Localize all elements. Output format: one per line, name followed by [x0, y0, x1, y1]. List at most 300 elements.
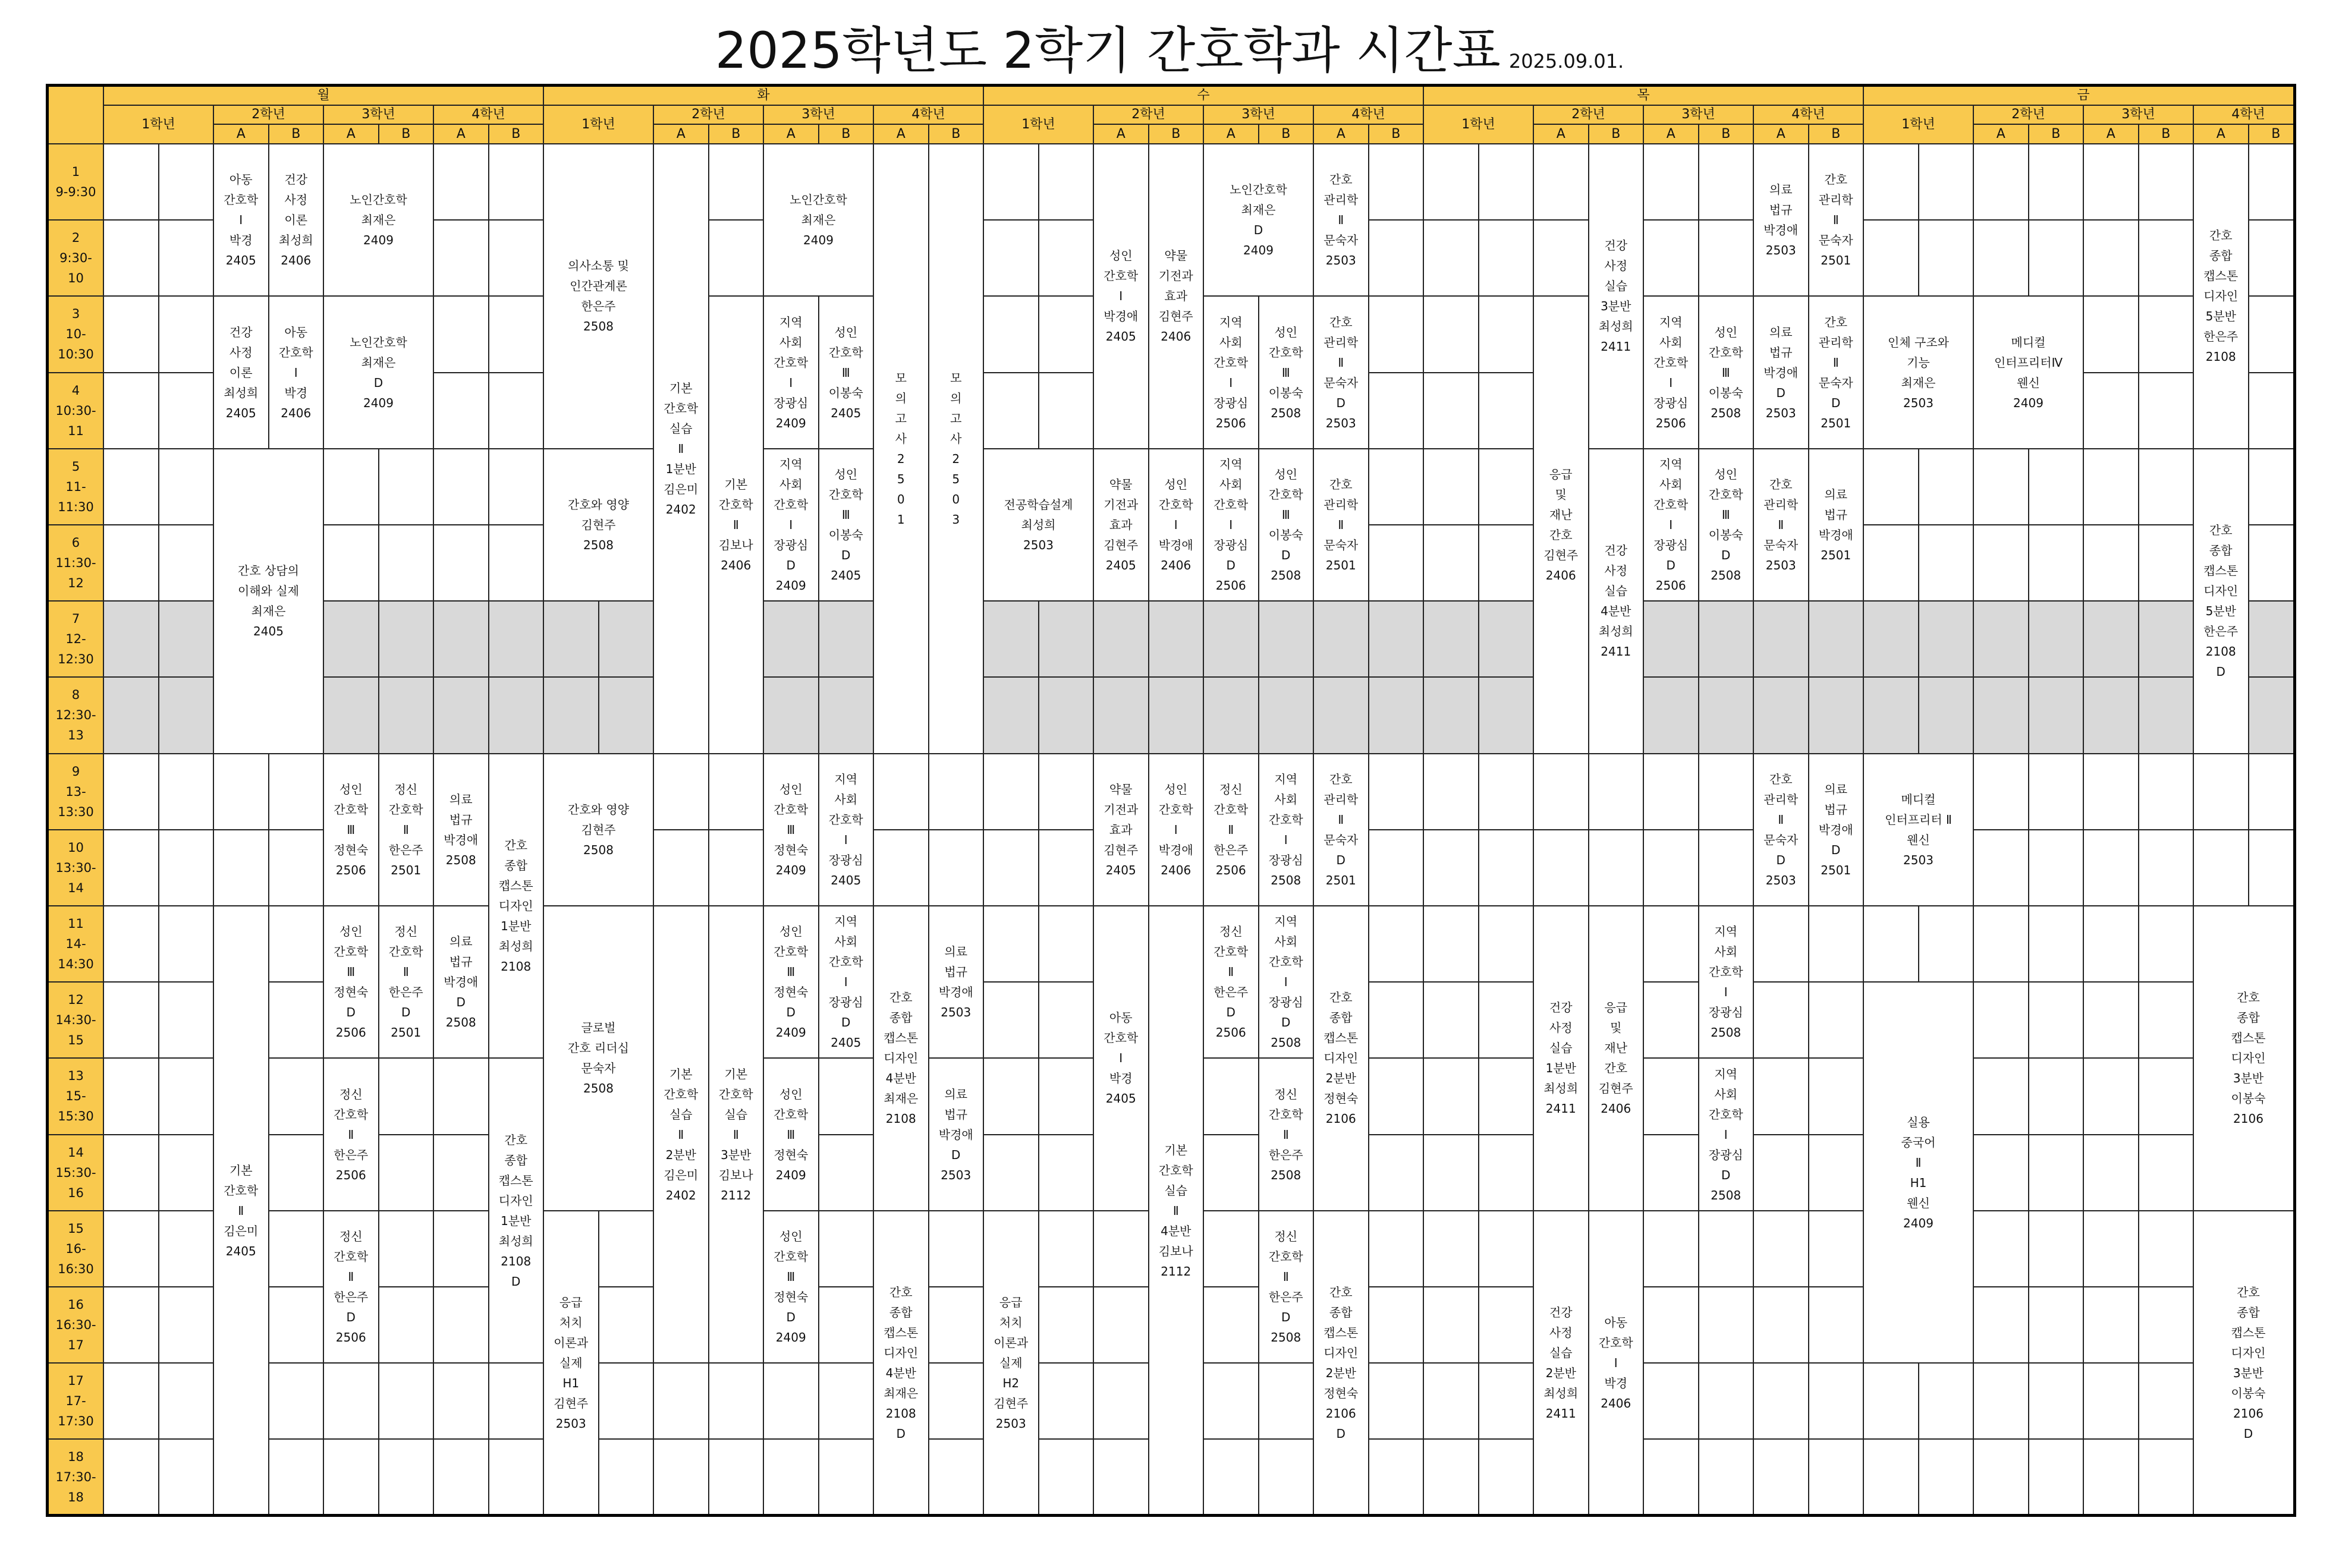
empty-slot	[159, 983, 215, 1059]
year-header: 3학년	[1204, 106, 1314, 125]
empty-slot	[1864, 906, 1919, 983]
empty-slot	[1754, 1135, 1809, 1211]
empty-slot	[1479, 1135, 1535, 1211]
empty-slot	[1864, 602, 1919, 678]
empty-slot	[104, 1211, 159, 1287]
section-header: A	[1754, 125, 1809, 144]
empty-slot	[1699, 221, 1755, 297]
empty-slot	[1039, 906, 1095, 983]
empty-slot	[1974, 678, 2029, 754]
empty-slot	[1039, 754, 1095, 830]
empty-slot	[1424, 754, 1479, 830]
empty-slot	[324, 449, 379, 525]
empty-slot	[654, 1440, 709, 1516]
section-header: A	[324, 125, 379, 144]
header-corner	[49, 87, 104, 144]
empty-slot	[1644, 1059, 1699, 1135]
empty-slot	[1534, 830, 1589, 906]
empty-slot	[709, 221, 765, 297]
class-block: 기본 간호학 Ⅱ 김은미 2405	[214, 906, 269, 1516]
time-slot: 15 16- 16:30	[49, 1211, 104, 1287]
title-main: 2025학년도 2학기 간호학과 시간표	[715, 21, 1501, 80]
empty-slot	[1204, 1135, 1259, 1211]
year-header: 1학년	[1864, 106, 1974, 144]
class-block: 성인 간호학 Ⅲ 이봉숙 D 2405	[819, 449, 875, 602]
empty-slot	[1974, 1440, 2029, 1516]
empty-slot	[104, 1059, 159, 1135]
empty-slot	[2084, 830, 2139, 906]
empty-slot	[1534, 754, 1589, 830]
class-block: 정신 간호학 Ⅱ 한은주 2508	[1259, 1059, 1315, 1211]
empty-slot	[104, 906, 159, 983]
class-block: 성인 간호학 Ⅲ 정현숙 D 2409	[764, 906, 819, 1059]
time-slot: 1 9-9:30	[49, 144, 104, 221]
empty-slot	[2029, 1287, 2085, 1364]
empty-slot	[324, 678, 379, 754]
class-block: 성인 간호학 Ⅰ 박경애 2406	[1149, 754, 1205, 906]
empty-slot	[874, 830, 929, 906]
year-header: 1학년	[984, 106, 1094, 144]
empty-slot	[1699, 678, 1755, 754]
empty-slot	[1864, 525, 1919, 602]
empty-slot	[1809, 602, 1865, 678]
empty-slot	[2139, 678, 2195, 754]
class-block: 응급 및 재난 간호 김현주 2406	[1534, 297, 1589, 754]
empty-slot	[159, 297, 215, 373]
empty-slot	[2249, 449, 2297, 525]
empty-slot	[104, 297, 159, 373]
empty-slot	[489, 602, 545, 678]
empty-slot	[1644, 1364, 1699, 1440]
empty-slot	[1919, 525, 1975, 602]
empty-slot	[984, 602, 1039, 678]
empty-slot	[1204, 1059, 1259, 1135]
empty-slot	[1424, 983, 1479, 1059]
class-block: 간호 관리학 Ⅱ 문숙자 2501	[1314, 449, 1369, 602]
empty-slot	[1974, 449, 2029, 525]
empty-slot	[2029, 983, 2085, 1059]
year-header: 2학년	[654, 106, 764, 125]
class-block: 노인간호학 최재은 2409	[764, 144, 874, 297]
empty-slot	[2084, 221, 2139, 297]
empty-slot	[709, 144, 765, 221]
empty-slot	[2139, 983, 2195, 1059]
class-block: 성인 간호학 Ⅲ 이봉숙 2508	[1259, 297, 1315, 449]
empty-slot	[324, 1440, 379, 1516]
empty-slot	[1039, 297, 1095, 373]
year-header: 4학년	[1314, 106, 1424, 125]
empty-slot	[1699, 754, 1755, 830]
time-slot: 5 11- 11:30	[49, 449, 104, 525]
empty-slot	[1974, 906, 2029, 983]
empty-slot	[1039, 1364, 1095, 1440]
empty-slot	[489, 221, 545, 297]
class-block: 간호와 영양 김현주 2508	[544, 449, 654, 602]
empty-slot	[379, 449, 435, 525]
empty-slot	[1479, 754, 1535, 830]
empty-slot	[709, 1364, 765, 1440]
class-block: 약물 기전과 효과 김현주 2405	[1094, 449, 1149, 602]
class-block: 메디컬 인터프리터Ⅳ 웬신 2409	[1974, 297, 2084, 449]
empty-slot	[104, 449, 159, 525]
empty-slot	[1369, 830, 1425, 906]
empty-slot	[984, 1135, 1039, 1211]
empty-slot	[2194, 754, 2249, 830]
section-header: B	[489, 125, 545, 144]
empty-slot	[159, 1211, 215, 1287]
empty-slot	[324, 1364, 379, 1440]
empty-slot	[1754, 1364, 1809, 1440]
empty-slot	[2139, 602, 2195, 678]
empty-slot	[1369, 525, 1425, 602]
year-header: 2학년	[1974, 106, 2084, 125]
empty-slot	[379, 1211, 435, 1287]
empty-slot	[1974, 830, 2029, 906]
empty-slot	[1754, 678, 1809, 754]
empty-slot	[1369, 1211, 1425, 1287]
empty-slot	[544, 602, 599, 678]
class-block: 성인 간호학 Ⅲ 정현숙 D 2409	[764, 1211, 819, 1364]
empty-slot	[434, 1440, 489, 1516]
time-slot: 17 17- 17:30	[49, 1364, 104, 1440]
empty-slot	[2084, 525, 2139, 602]
empty-slot	[1919, 144, 1975, 221]
empty-slot	[379, 1287, 435, 1364]
section-header: A	[1094, 125, 1149, 144]
empty-slot	[269, 983, 325, 1059]
empty-slot	[1644, 602, 1699, 678]
empty-slot	[1479, 906, 1535, 983]
empty-slot	[1479, 221, 1535, 297]
section-header: B	[1149, 125, 1205, 144]
class-block: 간호 관리학 Ⅱ 문숙자 2501	[1809, 144, 1865, 297]
section-header: A	[654, 125, 709, 144]
empty-slot	[2139, 754, 2195, 830]
class-block: 간호 관리학 Ⅱ 문숙자 D 2501	[1314, 754, 1369, 906]
empty-slot	[2249, 297, 2297, 373]
empty-slot	[1644, 144, 1699, 221]
title-date: 2025.09.01.	[1508, 50, 1624, 73]
empty-slot	[929, 1364, 985, 1440]
empty-slot	[379, 1440, 435, 1516]
class-block: 간호 종합 캡스톤 디자인 3분반 이봉숙 2106	[2194, 906, 2296, 1211]
empty-slot	[269, 1287, 325, 1364]
class-block: 지역 사회 간호학 Ⅰ 장광심 D 2409	[764, 449, 819, 602]
empty-slot	[1644, 983, 1699, 1059]
empty-slot	[1369, 602, 1425, 678]
class-block: 기본 간호학 실습 Ⅱ 4분반 김보나 2112	[1149, 906, 1205, 1516]
empty-slot	[159, 602, 215, 678]
empty-slot	[379, 1364, 435, 1440]
empty-slot	[1314, 602, 1369, 678]
empty-slot	[214, 830, 269, 906]
section-header: A	[214, 125, 269, 144]
empty-slot	[1644, 1135, 1699, 1211]
empty-slot	[819, 1211, 875, 1287]
empty-slot	[2084, 449, 2139, 525]
empty-slot	[984, 830, 1039, 906]
empty-slot	[1039, 1211, 1095, 1287]
year-header: 1학년	[1424, 106, 1534, 144]
year-header: 3학년	[2084, 106, 2194, 125]
empty-slot	[599, 1364, 655, 1440]
class-block: 정신 간호학 Ⅱ 한은주 D 2501	[379, 906, 435, 1059]
empty-slot	[434, 1364, 489, 1440]
empty-slot	[1369, 449, 1425, 525]
empty-slot	[984, 983, 1039, 1059]
empty-slot	[434, 525, 489, 602]
class-block: 의료 법규 박경애 2501	[1809, 449, 1865, 602]
empty-slot	[489, 1440, 545, 1516]
section-header: A	[1534, 125, 1589, 144]
empty-slot	[1369, 297, 1425, 373]
time-slot: 2 9:30- 10	[49, 221, 104, 297]
empty-slot	[1479, 678, 1535, 754]
empty-slot	[1424, 297, 1479, 373]
time-slot: 12 14:30- 15	[49, 983, 104, 1059]
empty-slot	[1094, 602, 1149, 678]
section-header: B	[269, 125, 325, 144]
empty-slot	[2029, 754, 2085, 830]
class-block: 지역 사회 간호학 Ⅰ 장광심 2506	[1204, 297, 1259, 449]
empty-slot	[489, 144, 545, 221]
section-header: B	[379, 125, 435, 144]
class-block: 기본 간호학 실습 Ⅱ 2분반 김은미 2402	[654, 906, 709, 1364]
empty-slot	[2084, 297, 2139, 373]
class-block: 정신 간호학 Ⅱ 한은주 D 2508	[1259, 1211, 1315, 1364]
empty-slot	[104, 983, 159, 1059]
empty-slot	[984, 373, 1039, 449]
empty-slot	[269, 754, 325, 830]
empty-slot	[159, 678, 215, 754]
day-header: 화	[544, 87, 984, 106]
empty-slot	[434, 373, 489, 449]
empty-slot	[1479, 983, 1535, 1059]
class-block: 아동 간호학 Ⅰ 박경 2406	[1589, 1211, 1645, 1516]
class-block: 글로벌 간호 리더십 문숙자 2508	[544, 906, 654, 1211]
class-block: 정신 간호학 Ⅱ 한은주 2506	[1204, 754, 1259, 906]
class-block: 인체 구조와 기능 최재은 2503	[1864, 297, 1974, 449]
empty-slot	[2139, 1135, 2195, 1211]
empty-slot	[1864, 1364, 1919, 1440]
empty-slot	[104, 373, 159, 449]
empty-slot	[159, 449, 215, 525]
class-block: 성인 간호학 Ⅲ 이봉숙 D 2508	[1699, 449, 1755, 602]
empty-slot	[544, 678, 599, 754]
empty-slot	[599, 1287, 655, 1364]
empty-slot	[1699, 1287, 1755, 1364]
empty-slot	[2139, 906, 2195, 983]
empty-slot	[1369, 1440, 1425, 1516]
empty-slot	[654, 830, 709, 906]
class-block: 지역 사회 간호학 Ⅰ 장광심 2508	[1699, 906, 1755, 1059]
empty-slot	[984, 678, 1039, 754]
empty-slot	[1039, 602, 1095, 678]
empty-slot	[1479, 297, 1535, 373]
year-header: 2학년	[1094, 106, 1204, 125]
empty-slot	[159, 1287, 215, 1364]
class-block: 기본 간호학 실습 Ⅱ 3분반 김보나 2112	[709, 906, 765, 1364]
empty-slot	[379, 1135, 435, 1211]
empty-slot	[1699, 144, 1755, 221]
class-block: 노인간호학 최재은 D 2409	[324, 297, 434, 449]
empty-slot	[1644, 906, 1699, 983]
empty-slot	[1204, 1287, 1259, 1364]
empty-slot	[434, 449, 489, 525]
empty-slot	[159, 221, 215, 297]
empty-slot	[489, 678, 545, 754]
empty-slot	[984, 144, 1039, 221]
empty-slot	[1864, 449, 1919, 525]
empty-slot	[1479, 1364, 1535, 1440]
empty-slot	[269, 1135, 325, 1211]
empty-slot	[2084, 983, 2139, 1059]
class-block: 정신 간호학 Ⅱ 한은주 D 2506	[324, 1211, 379, 1364]
empty-slot	[1864, 144, 1919, 221]
empty-slot	[1259, 1364, 1315, 1440]
empty-slot	[2249, 144, 2297, 221]
empty-slot	[159, 525, 215, 602]
empty-slot	[1424, 1440, 1479, 1516]
empty-slot	[159, 1440, 215, 1516]
class-block: 간호 관리학 Ⅱ 문숙자 2503	[1754, 449, 1809, 602]
day-header: 목	[1424, 87, 1864, 106]
class-block: 성인 간호학 Ⅲ 이봉숙 2405	[819, 297, 875, 449]
empty-slot	[1974, 1364, 2029, 1440]
time-slot: 9 13- 13:30	[49, 754, 104, 830]
empty-slot	[2029, 449, 2085, 525]
empty-slot	[1424, 221, 1479, 297]
section-header: B	[1809, 125, 1865, 144]
empty-slot	[2084, 678, 2139, 754]
empty-slot	[1919, 906, 1975, 983]
class-block: 아동 간호학 Ⅰ 박경 2405	[1094, 906, 1149, 1211]
class-block: 간호 상담의 이해와 실제 최재은 2405	[214, 449, 324, 754]
empty-slot	[1699, 1211, 1755, 1287]
empty-slot	[819, 602, 875, 678]
empty-slot	[2084, 906, 2139, 983]
class-block: 간호 관리학 Ⅱ 문숙자 D 2503	[1754, 754, 1809, 906]
time-slot: 16 16:30- 17	[49, 1287, 104, 1364]
empty-slot	[2249, 754, 2297, 830]
empty-slot	[2139, 1287, 2195, 1364]
empty-slot	[1534, 221, 1589, 297]
empty-slot	[984, 754, 1039, 830]
empty-slot	[709, 830, 765, 906]
class-block: 정신 간호학 Ⅱ 한은주 2506	[324, 1059, 379, 1211]
empty-slot	[1424, 1135, 1479, 1211]
empty-slot	[2249, 602, 2297, 678]
class-block: 지역 사회 간호학 Ⅰ 장광심 2506	[1644, 297, 1699, 449]
empty-slot	[269, 1211, 325, 1287]
empty-slot	[2084, 1135, 2139, 1211]
class-block: 간호 관리학 Ⅱ 문숙자 2503	[1314, 144, 1369, 297]
empty-slot	[929, 754, 985, 830]
empty-slot	[874, 754, 929, 830]
class-block: 의료 법규 박경애 2508	[434, 754, 489, 906]
class-block: 성인 간호학 Ⅲ 정현숙 2506	[324, 754, 379, 906]
empty-slot	[104, 1440, 159, 1516]
empty-slot	[819, 1440, 875, 1516]
empty-slot	[1259, 602, 1315, 678]
empty-slot	[1094, 1287, 1149, 1364]
empty-slot	[1809, 1135, 1865, 1211]
empty-slot	[1644, 754, 1699, 830]
empty-slot	[1039, 830, 1095, 906]
empty-slot	[929, 830, 985, 906]
empty-slot	[709, 1440, 765, 1516]
empty-slot	[269, 1440, 325, 1516]
day-header: 월	[104, 87, 544, 106]
class-block: 의사소통 및 인간관계론 한은주 2508	[544, 144, 654, 449]
class-block: 간호와 영양 김현주 2508	[544, 754, 654, 906]
empty-slot	[2084, 1059, 2139, 1135]
empty-slot	[1479, 830, 1535, 906]
empty-slot	[1919, 1364, 1975, 1440]
empty-slot	[159, 906, 215, 983]
year-header: 2학년	[1534, 106, 1644, 125]
empty-slot	[1424, 1287, 1479, 1364]
page-title	[0, 18, 2339, 94]
class-block: 건강 사정 이론 최성희 2406	[269, 144, 325, 297]
class-block: 건강 사정 이론 최성희 2405	[214, 297, 269, 449]
empty-slot	[2084, 144, 2139, 221]
empty-slot	[599, 678, 655, 754]
class-block: 성인 간호학 Ⅲ 정현숙 2409	[764, 1059, 819, 1211]
class-block: 노인간호학 최재은 2409	[324, 144, 434, 297]
empty-slot	[2029, 1211, 2085, 1287]
empty-slot	[1864, 1440, 1919, 1516]
time-slot: 11 14- 14:30	[49, 906, 104, 983]
empty-slot	[654, 754, 709, 830]
empty-slot	[2249, 830, 2297, 906]
empty-slot	[379, 1059, 435, 1135]
class-block: 모 의 고 사 2 5 0 1	[874, 144, 929, 754]
class-block: 약물 기전과 효과 김현주 2406	[1149, 144, 1205, 449]
section-header: B	[929, 125, 985, 144]
empty-slot	[1039, 144, 1095, 221]
class-block: 간호 관리학 Ⅱ 문숙자 D 2501	[1809, 297, 1865, 449]
empty-slot	[1809, 1364, 1865, 1440]
empty-slot	[1479, 1287, 1535, 1364]
empty-slot	[1479, 144, 1535, 221]
class-block: 약물 기전과 효과 김현주 2405	[1094, 754, 1149, 906]
empty-slot	[1369, 1364, 1425, 1440]
empty-slot	[1974, 602, 2029, 678]
empty-slot	[1479, 373, 1535, 449]
empty-slot	[2084, 754, 2139, 830]
empty-slot	[434, 1059, 489, 1135]
empty-slot	[1754, 983, 1809, 1059]
empty-slot	[1369, 678, 1425, 754]
empty-slot	[2249, 678, 2297, 754]
empty-slot	[1644, 1211, 1699, 1287]
section-header: B	[1589, 125, 1645, 144]
empty-slot	[1754, 1440, 1809, 1516]
empty-slot	[1039, 1287, 1095, 1364]
empty-slot	[159, 1135, 215, 1211]
year-header: 3학년	[324, 106, 434, 125]
class-block: 메디컬 인터프리터 Ⅱ 웬신 2503	[1864, 754, 1974, 906]
empty-slot	[2139, 830, 2195, 906]
empty-slot	[1974, 144, 2029, 221]
class-block: 지역 사회 간호학 Ⅰ 장광심 D 2405	[819, 906, 875, 1059]
time-slot: 3 10- 10:30	[49, 297, 104, 373]
empty-slot	[1974, 983, 2029, 1059]
empty-slot	[269, 1059, 325, 1135]
empty-slot	[1314, 678, 1369, 754]
year-header: 1학년	[104, 106, 214, 144]
